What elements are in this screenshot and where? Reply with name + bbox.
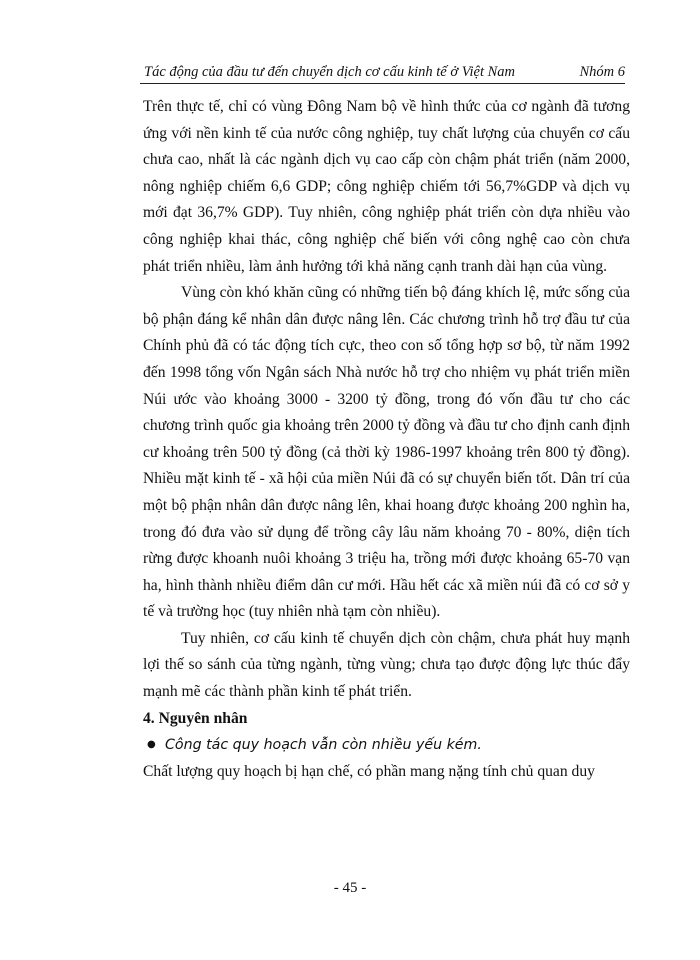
paragraph-2: Vùng còn khó khăn cũng có những tiến bộ đáng khích lệ, mức sống của bộ phận đáng kể nhân dân được nâng lên. Các chương trình hỗ trợ đầu tư của Chính phủ đã có tác động tích cực, theo con số tổng hợp sơ bộ, từ năm 1992 đến 1998 tổng vốn Ngân sách Nhà nước hỗ trợ cho nhiệm vụ phát triển miền Núi ước vào khoảng 3000 - 3200 tỷ đồng, trong đó vốn đầu tư cho các chương trình quốc gia khoảng trên 2000 tỷ đồng và đầu tư cho định canh định cư khoảng trên 500 tỷ đồng (cả thời kỳ 1986-1997 khoảng trên 800 tỷ đồng). Nhiều mặt kinh tế - xã hội của miền Núi đã có sự chuyển biến tốt. Dân trí của một bộ phận nhân dân được nâng lên, khai hoang được khoảng 200 nghìn ha, trong đó đưa vào sử dụng để trồng cây lâu năm khoảng 70 - 80%, diện tích rừng được khoanh nuôi khoảng 3 triệu ha, trồng mới được khoảng 65-70 vạn ha, hình thành nhiều điểm dân cư mới. Hầu hết các xã miền núi đã có cơ sở y tế và trường học (tuy nhiên nhà tạm còn nhiều).: [143, 284, 630, 621]
bullet-text: Công tác quy hoạch vẫn còn nhiều yếu kém.: [165, 737, 482, 754]
paragraph-3: Tuy nhiên, cơ cấu kinh tế chuyển dịch còn chậm, chưa phát huy mạnh lợi thế so sánh của từng ngành, từng vùng; chưa tạo được động lực thúc đẩy mạnh mẽ các thành phần kinh tế phát triển.: [143, 629, 630, 701]
section-heading: 4. Nguyên nhân: [143, 709, 248, 727]
running-header: [140, 63, 625, 84]
header-group: Nhóm 6: [579, 64, 625, 80]
page-body: [143, 94, 630, 785]
header-title: Tác động của đầu tư đến chuyển dịch cơ cấu kinh tế ở Việt Nam: [144, 64, 516, 80]
bullet-item: [143, 732, 630, 759]
page-number: - 45 -: [333, 880, 367, 896]
paragraph-1: Trên thực tế, chỉ có vùng Đông Nam bộ về hình thức của cơ ngành đã tương ứng với nền kinh tế của nước công nghiệp, tuy chất lượng của chuyển cơ cấu chưa cao, nhất là các ngành dịch vụ cao cấp còn chậm phát triển (năm 2000, nông nghiệp chiếm 6,6 GDP; công nghiệp chiếm tới 56,7%GDP và dịch vụ mới đạt 36,7% GDP). Tuy nhiên, công nghiệp phát triển còn dựa nhiều vào công nghiệp khai thác, công nghiệp chế biến với công nghệ cao còn chưa phát triển nhiều, làm ảnh hưởng tới khả năng cạnh tranh dài hạn của vùng.: [143, 98, 630, 275]
paragraph-4: Chất lượng quy hoạch bị hạn chế, có phần mang nặng tính chủ quan duy: [143, 762, 595, 780]
bullet-dot-icon: ●: [147, 739, 156, 751]
